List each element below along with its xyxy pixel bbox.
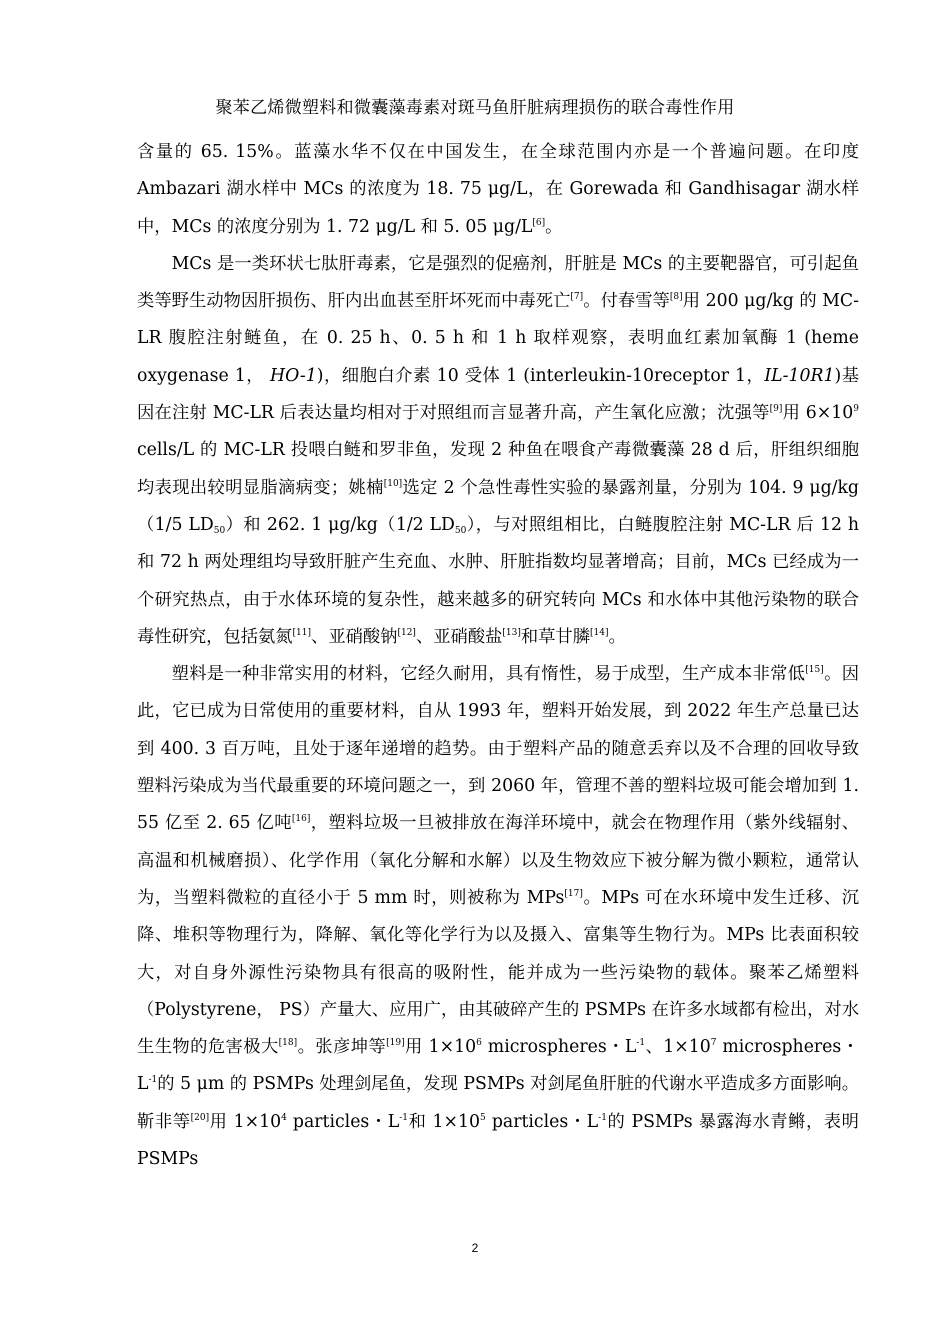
superscript: -1	[148, 1075, 158, 1086]
superscript: [15]	[805, 665, 824, 676]
text-run: ），与对照组相比，白鲢腹腔注射 MC-LR 后 12 h 和 72 h 两处理组均导致肝脏产生充血、水肿、肝脏指数均显著增高；目前，MCs 已经成为一个研究热点，由于水体环境的复杂性，越来越多的研究转向 MCs 和水体中其他污染物的联合毒性研究，包括氨氮	[137, 514, 860, 647]
superscript: 5	[480, 1112, 486, 1123]
text-run: 、亚硝酸盐	[415, 626, 503, 647]
superscript: [10]	[383, 478, 403, 489]
text-run: particles・L	[485, 1111, 599, 1132]
text-run: 用 1×10	[404, 1037, 477, 1058]
superscript: [14]	[589, 627, 609, 638]
superscript: [19]	[386, 1038, 405, 1049]
text-run: ）和 262. 1 μg/kg（1/2 LD	[225, 514, 455, 535]
text-run: 、1×10	[645, 1037, 711, 1058]
superscript: 9	[853, 404, 859, 415]
paragraph	[137, 246, 859, 656]
superscript: [7]	[570, 292, 584, 303]
text-run: 塑料是一种非常实用的材料，它经久耐用，具有惰性，易于成型，生产成本非常低	[171, 664, 806, 685]
text-run: particles・L	[286, 1111, 400, 1132]
superscript: [18]	[278, 1038, 298, 1049]
text-run: MCs 是一类环状七肽肝毒素，它是强烈的促癌剂，肝脏是 MCs 的主要靶器官，可引起鱼类等野生动物因肝损伤、肝内出血甚至肝坏死而中毒死亡	[137, 253, 859, 312]
superscript: [17]	[564, 888, 583, 899]
superscript: [6]	[532, 217, 546, 228]
superscript: [11]	[292, 627, 312, 638]
superscript: 7	[710, 1038, 717, 1049]
text-run: 用 1×10	[209, 1111, 282, 1132]
page-number: 2	[471, 1241, 479, 1255]
paragraph	[137, 656, 859, 1178]
superscript: [13]	[502, 627, 521, 638]
running-header: 聚苯乙烯微塑料和微囊藻毒素对斑马鱼肝脏病理损伤的联合毒性作用	[215, 98, 735, 118]
text-run: microspheres・L	[481, 1037, 637, 1058]
text-run: 的 5 μm 的 PSMPs 处理剑尾鱼，发现 PSMPs 对剑尾鱼肝脏的代谢水平造成多方面影响。靳非等	[137, 1074, 859, 1132]
superscript: -1	[399, 1112, 409, 1123]
subscript: 50	[213, 525, 226, 536]
superscript: [16]	[291, 814, 311, 825]
italic-term: IL-10R1	[764, 365, 835, 386]
text-run: 。张彦坤等	[297, 1037, 387, 1058]
body-text	[137, 134, 859, 1178]
italic-term: HO-1	[270, 365, 317, 386]
text-run: 。MPs 可在水环境中发生迁移、沉降、堆积等物理行为，降解、氧化等化学行为以及摄入、富集等生物行为。MPs 比表面积较大，对自身外源性污染物具有很高的吸附性，能并成为一些污染物的载体。聚苯乙烯塑料（Polystyrene， PS）产量大、应用广，由其破碎产生的 PSMPs 在许多水域都有检出，对水生生物的危害极大	[137, 887, 859, 1058]
text-run: 。因此，它已成为日常使用的重要材料，自从 1993 年，塑料开始发展，到 2022 年生产总量已达到 400. 3 百万吨，且处于逐年递增的趋势。由于塑料产品的随意丢弃以及不合理的回收导致塑料污染成为当代最重要的环境问题之一，到 2060 年，管理不善的塑料垃圾可能会增加到 1. 55 亿至 2. 65 亿吨	[137, 664, 859, 834]
text-run: ，塑料垃圾一旦被排放在海洋环境中，就会在物理作用（紫外线辐射、高温和机械磨损）、化学作用（氧化分解和水解）以及生物效应下被分解为微小颗粒，通常认为，当塑料微粒的直径小于 5 mm 时，则被称为 MPs	[137, 813, 859, 908]
paragraph	[137, 134, 859, 246]
text-run: 含量的 65. 15%。蓝藻水华不仅在中国发生，在全球范围内亦是一个普遍问题。在印度 Ambazari 湖水样中 MCs 的浓度为 18. 75 μg/L，在 Gorewada 和 Gandhisagar 湖水样中，MCs 的浓度分别为 1. 72 μg/L 和 5. 05 μg/L	[137, 142, 859, 237]
text-run: microspheres・L	[137, 1037, 859, 1095]
text-run: 用 6×10	[782, 403, 854, 424]
superscript: [12]	[397, 627, 416, 638]
text-run: cells/L 的 MC-LR 投喂白鲢和罗非鱼，发现 2 种鱼在喂食产毒微囊藻 28 d 后，肝组织细胞均表现出较明显脂滴病变；姚楠	[137, 440, 859, 498]
text-run: 。付春雪等	[583, 291, 670, 312]
superscript: [8]	[669, 292, 683, 303]
superscript: -1	[636, 1038, 646, 1049]
text-run: 、亚硝酸钠	[311, 626, 398, 647]
subscript: 50	[454, 525, 467, 536]
text-run: 用 200 μg/kg 的 MC-LR 腹腔注射鲢鱼，在 0. 25 h、0. 5 h 和 1 h 取样观察，表明血红素加氧酶 1 (heme oxygenase 1，	[137, 291, 859, 386]
text-run: 选定 2 个急性毒性实验的暴露剂量，分别为 104. 9 μg/kg（1/5 LD	[137, 477, 859, 535]
text-run: )基因在注射 MC-LR 后表达量均相对于对照组而言显著升高，产生氧化应激；沈强等	[137, 365, 859, 424]
superscript: 4	[281, 1112, 287, 1123]
text-run: )，细胞白介素 10 受体 1 (interleukin-10receptor 1，	[316, 365, 765, 386]
superscript: [9]	[769, 404, 783, 415]
text-run: 。	[608, 626, 626, 647]
text-run: 和草甘膦	[520, 626, 590, 647]
text-run: 。	[545, 216, 563, 237]
text-run: 的 PSMPs 暴露海水青鳉，表明 PSMPs	[137, 1111, 859, 1170]
superscript: -1	[598, 1112, 607, 1123]
text-run: 和 1×10	[408, 1111, 481, 1132]
superscript: 6	[476, 1038, 482, 1049]
superscript: [20]	[190, 1112, 210, 1123]
